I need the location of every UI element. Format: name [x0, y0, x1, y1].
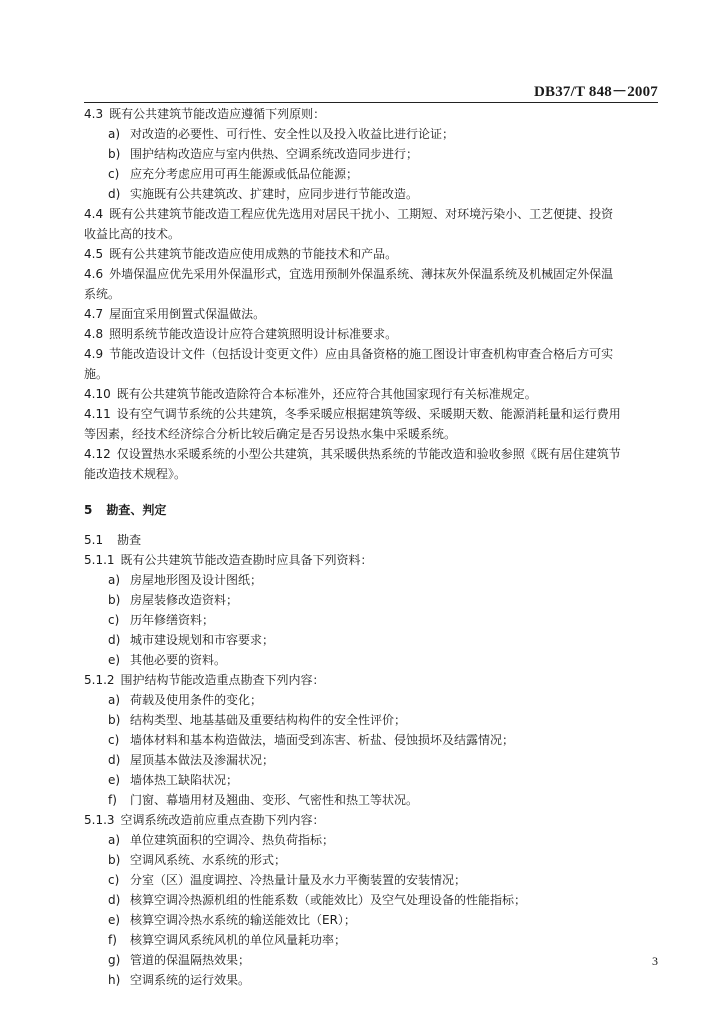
item-mark: b): [108, 147, 121, 161]
clause-number: 4.4: [84, 207, 104, 221]
item-mark: e): [108, 913, 121, 927]
item-text: 空调风系统、水系统的形式；: [130, 853, 287, 867]
item-text: 单位建筑面积的空调冷、热负荷指标；: [130, 833, 335, 847]
item-text: 门窗、幕墙用材及翘曲、变形、气密性和热工等状况。: [130, 793, 419, 807]
list-item: [84, 790, 658, 810]
clause-number: 4.11: [84, 407, 111, 421]
subsection-5-1-heading: [84, 530, 658, 550]
page-number: 3: [652, 954, 658, 968]
item-text: 核算空调风系统风机的单位风量耗功率；: [130, 933, 347, 947]
item-mark: f): [108, 933, 117, 947]
clause-number: 4.12: [84, 447, 111, 461]
clause-continuation: 系统。: [84, 287, 121, 301]
item-mark: e): [108, 653, 121, 667]
clause-4-6: [84, 264, 658, 284]
item-mark: b): [108, 853, 121, 867]
list-item: [84, 690, 658, 710]
clause-text: 既有公共建筑节能改造工程应优先选用对居民干扰小、工期短、对环境污染小、工艺便捷、投资: [109, 207, 614, 221]
clause-number: 5.1.2: [84, 673, 115, 687]
item-text: 历年修缮资料；: [130, 613, 215, 627]
item-text: 对改造的必要性、可行性、安全性以及投入收益比进行论证；: [130, 127, 455, 141]
clause-number: 5.1.1: [84, 553, 115, 567]
clause-4-11: [84, 404, 658, 424]
item-text: 空调系统的运行效果。: [130, 973, 251, 987]
clause-text: 屋面宜采用倒置式保温做法。: [109, 307, 266, 321]
clause-text: 外墙保温应优先采用外保温形式，宜选用预制外保温系统、薄抹灰外保温系统及机械固定外保温: [109, 267, 614, 281]
list-item: [84, 590, 658, 610]
item-text: 其他必要的资料。: [130, 653, 227, 667]
clause-number: 4.7: [84, 307, 104, 321]
list-item: [84, 184, 658, 204]
list-item: [84, 164, 658, 184]
list-item: [84, 710, 658, 730]
clause-text: 既有公共建筑节能改造应使用成熟的节能技术和产品。: [109, 247, 398, 261]
item-text: 房屋地形图及设计图纸；: [130, 573, 263, 587]
list-item: [84, 770, 658, 790]
list-item: [84, 730, 658, 750]
item-mark: c): [108, 733, 120, 747]
list-item: [84, 890, 658, 910]
list-item: [84, 630, 658, 650]
list-item: [84, 124, 658, 144]
clause-text: 仅设置热水采暖系统的小型公共建筑，其采暖供热系统的节能改造和验收参照《既有居住建筑节: [116, 447, 621, 461]
item-text: 实施既有公共建筑改、扩建时，应同步进行节能改造。: [130, 187, 419, 201]
clause-4-3: [84, 104, 658, 124]
item-mark: g): [108, 953, 121, 967]
item-mark: e): [108, 773, 121, 787]
item-mark: d): [108, 753, 121, 767]
clause-4-5: [84, 244, 658, 264]
clause-4-7: [84, 304, 658, 324]
clause-continuation: 施。: [84, 367, 109, 381]
item-mark: f): [108, 793, 117, 807]
clause-continuation: 等因素，经技术经济综合分析比较后确定是否另设热水集中采暖系统。: [84, 427, 457, 441]
clause-text: 节能改造设计文件（包括设计变更文件）应由具备资格的施工图设计审查机构审查合格后方可实: [109, 347, 614, 361]
clause-number: 4.6: [84, 267, 104, 281]
item-mark: a): [108, 833, 121, 847]
item-text: 墙体材料和基本构造做法，墙面受到冻害、析盐、侵蚀损坏及结露情况；: [130, 733, 515, 747]
item-mark: a): [108, 693, 121, 707]
clause-4-4: [84, 204, 658, 224]
item-mark: c): [108, 613, 120, 627]
clause-4-10: [84, 384, 658, 404]
clause-number: 4.8: [84, 327, 104, 341]
clause-continuation: 收益比高的技术。: [84, 227, 181, 241]
clause-4-9: [84, 344, 658, 364]
item-text: 荷载及使用条件的变化；: [130, 693, 263, 707]
list-item: [84, 930, 658, 950]
item-text: 屋顶基本做法及渗漏状况；: [130, 753, 275, 767]
clause-number: 4.9: [84, 347, 104, 361]
clause-text: 既有公共建筑节能改造除符合本标准外，还应符合其他国家现行有关标准规定。: [116, 387, 537, 401]
item-text: 管道的保温隔热效果；: [130, 953, 251, 967]
page-content: [84, 104, 658, 990]
item-text: 围护结构改造应与室内供热、空调系统改造同步进行；: [130, 147, 419, 161]
clause-4-8: [84, 324, 658, 344]
clause-5-1-1: [84, 550, 658, 570]
list-item: [84, 950, 658, 970]
item-mark: c): [108, 167, 120, 181]
list-item: [84, 830, 658, 850]
list-item: [84, 870, 658, 890]
item-mark: c): [108, 873, 120, 887]
item-mark: a): [108, 573, 121, 587]
list-item: [84, 910, 658, 930]
clause-continuation: 能改造技术规程》。: [84, 467, 187, 481]
clause-number: 4.3: [84, 107, 104, 121]
item-text: 房屋装修改造资料；: [130, 593, 239, 607]
list-item: [84, 144, 658, 164]
item-text: 城市建设规划和市容要求；: [130, 633, 275, 647]
list-item: [84, 610, 658, 630]
list-item: [84, 570, 658, 590]
clause-number: 4.5: [84, 247, 104, 261]
item-mark: a): [108, 127, 121, 141]
list-item: [84, 650, 658, 670]
section-number: 5: [84, 503, 93, 517]
section-5-heading: [84, 500, 658, 520]
header-rule: [84, 102, 658, 103]
item-text: 应充分考虑应用可再生能源或低品位能源；: [130, 167, 359, 181]
item-mark: d): [108, 893, 121, 907]
clause-5-1-3: [84, 810, 658, 830]
item-mark: d): [108, 187, 121, 201]
subsection-title: 勘查: [117, 533, 142, 547]
clause-text: 既有公共建筑节能改造查勘时应具备下列资料：: [120, 553, 373, 567]
item-text: 分室（区）温度调控、冷热量计量及水力平衡装置的安装情况；: [130, 873, 467, 887]
clause-text: 空调系统改造前应重点查勘下列内容：: [120, 813, 325, 827]
list-item: [84, 850, 658, 870]
item-mark: h): [108, 973, 121, 987]
clause-text: 设有空气调节系统的公共建筑，冬季采暖应根据建筑等级、采暖期天数、能源消耗量和运行费用: [116, 407, 621, 421]
section-title: 勘查、判定: [106, 503, 167, 517]
clause-number: 5.1.3: [84, 813, 115, 827]
item-mark: b): [108, 713, 121, 727]
clause-text: 照明系统节能改造设计应符合建筑照明设计标准要求。: [109, 327, 398, 341]
item-mark: d): [108, 633, 121, 647]
item-text: 墙体热工缺陷状况；: [130, 773, 239, 787]
list-item: [84, 750, 658, 770]
clause-text: 既有公共建筑节能改造应遵循下列原则：: [109, 107, 326, 121]
list-item: [84, 970, 658, 990]
clause-5-1-2: [84, 670, 658, 690]
subsection-number: 5.1: [84, 533, 104, 547]
item-text: 核算空调冷热水系统的输送能效比（ER）；: [130, 913, 356, 927]
item-text: 核算空调冷热源机组的性能系数（或能效比）及空气处理设备的性能指标；: [130, 893, 527, 907]
item-text: 结构类型、地基基础及重要结构构件的安全性评价；: [130, 713, 407, 727]
item-mark: b): [108, 593, 121, 607]
clause-text: 围护结构节能改造重点勘查下列内容：: [120, 673, 325, 687]
standard-code: DB37/T 848－2007: [534, 84, 658, 100]
clause-number: 4.10: [84, 387, 111, 401]
clause-4-12: [84, 444, 658, 464]
